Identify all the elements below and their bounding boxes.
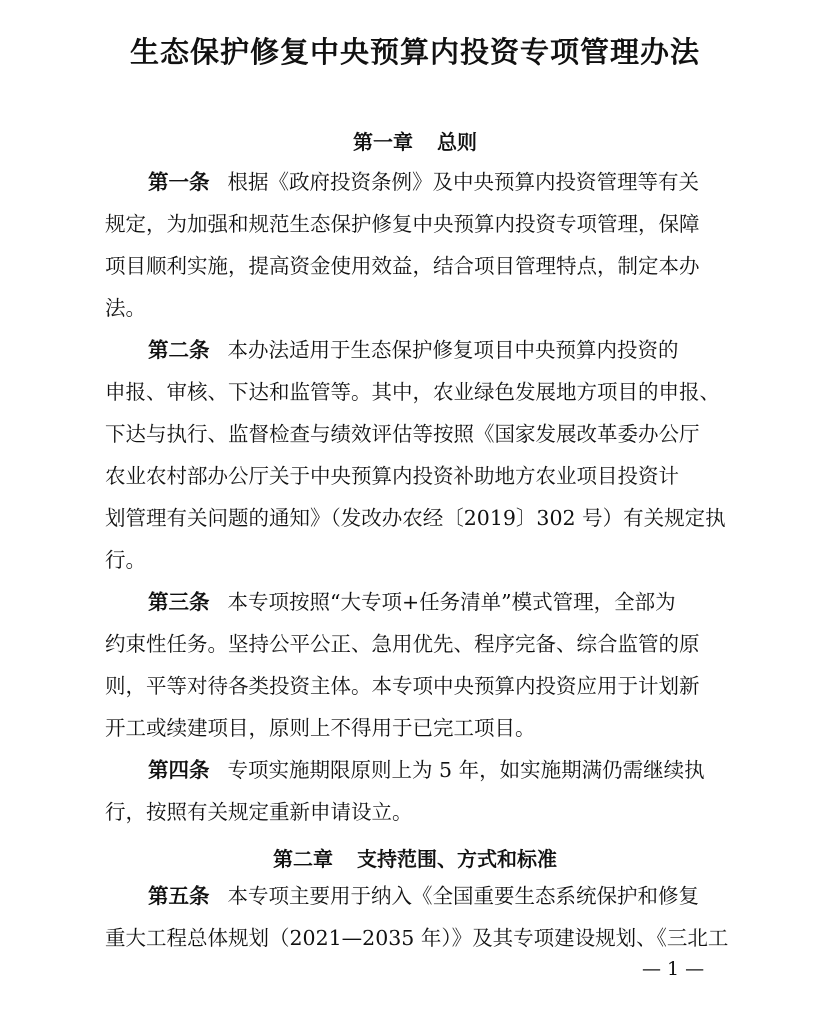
article-2-line-3: 下达与执行、监督检查与绩效评估等按照《国家发展改革委办公厅 <box>105 422 700 446</box>
article-2-label: 第二条 <box>148 338 210 362</box>
article-1-text: 根据《政府投资条例》及中央预算内投资管理等有关 <box>227 170 699 194</box>
article-4-label: 第四条 <box>148 758 210 782</box>
article-5-text: 本专项主要用于纳入《全国重要生态系统保护和修复 <box>227 884 699 908</box>
article-1-label: 第一条 <box>148 170 210 194</box>
article-1-line-3: 项目顺利实施，提高资金使用效益，结合项目管理特点，制定本办 <box>105 254 700 278</box>
chapter-2-label: 第二章 <box>273 847 333 871</box>
article-4-line-1 <box>148 756 705 784</box>
article-3-line-1 <box>148 588 676 616</box>
article-1-line-2: 规定，为加强和规范生态保护修复中央预算内投资专项管理，保障 <box>105 212 700 236</box>
article-5-line-1 <box>148 882 699 910</box>
article-1-line-1 <box>148 168 699 196</box>
article-3-label: 第三条 <box>148 590 210 614</box>
article-3-text: 本专项按照“大专项+任务清单”模式管理，全部为 <box>227 590 676 614</box>
article-2-line-1 <box>148 336 679 364</box>
chapter-1-label: 第一章 <box>353 130 413 154</box>
article-4-text: 专项实施期限原则上为 5 年，如实施期满仍需继续执 <box>227 758 705 782</box>
article-2-line-6: 行。 <box>105 548 146 572</box>
article-2-line-2: 申报、审核、下达和监管等。其中，农业绿色发展地方项目的申报、 <box>105 380 720 404</box>
chapter-2-name: 支持范围、方式和标准 <box>357 847 557 871</box>
article-2-line-5: 划管理有关问题的通知》（发改办农经〔2019〕302 号）有关规定执 <box>105 506 726 530</box>
article-5-line-2: 重大工程总体规划（2021—2035 年）》及其专项建设规划、《三北工 <box>105 926 729 950</box>
page-number: — 1 — <box>642 958 705 980</box>
article-4-line-2: 行，按照有关规定重新申请设立。 <box>105 800 413 824</box>
chapter-1-heading <box>0 126 830 155</box>
article-3-line-4: 开工或续建项目，原则上不得用于已完工项目。 <box>105 716 536 740</box>
article-2-text: 本办法适用于生态保护修复项目中央预算内投资的 <box>227 338 679 362</box>
article-2-line-4: 农业农村部办公厅关于中央预算内投资补助地方农业项目投资计 <box>105 464 679 488</box>
document-title: 生态保护修复中央预算内投资专项管理办法 <box>129 35 700 69</box>
article-5-label: 第五条 <box>148 884 210 908</box>
article-1-line-4: 法。 <box>105 296 146 320</box>
chapter-2-heading <box>0 843 830 872</box>
chapter-1-name: 总则 <box>437 130 477 154</box>
article-3-line-2: 约束性任务。坚持公平公正、急用优先、程序完备、综合监管的原 <box>105 632 700 656</box>
article-3-line-3: 则，平等对待各类投资主体。本专项中央预算内投资应用于计划新 <box>105 674 700 698</box>
